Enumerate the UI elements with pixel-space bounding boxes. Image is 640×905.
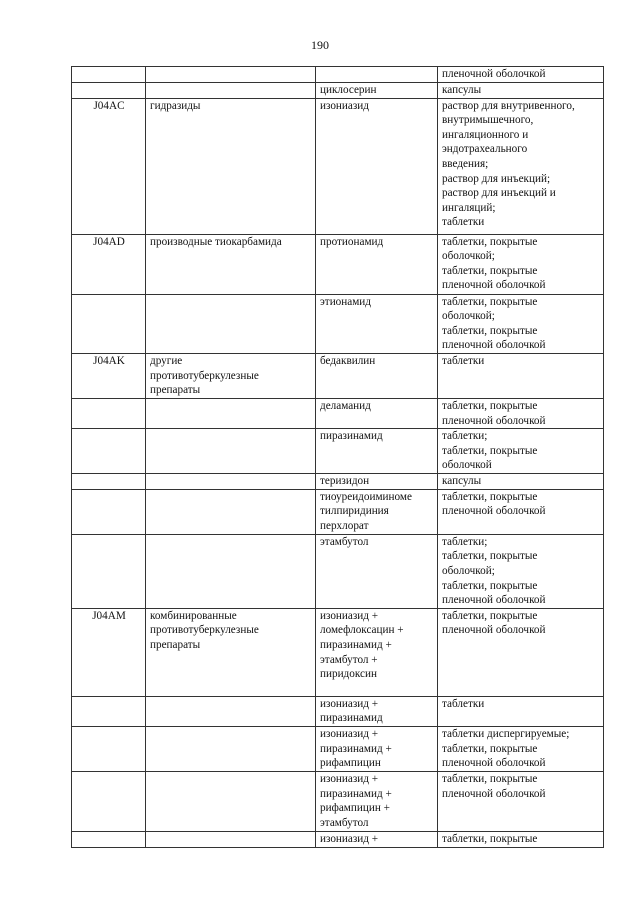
cell-line: изониазид + [320,832,379,845]
cell-line: таблетки, покрытые [442,399,538,412]
table-row [72,696,604,726]
cell-line: таблетки, покрытые [442,295,538,308]
cell-line: раствор для внутривенного, [442,99,575,112]
substance-cell [316,82,438,98]
drug-table [71,66,604,848]
cell-line: пиразинамид + [320,742,392,755]
cell-line: пленочной оболочкой [442,68,546,80]
code-cell: J04AM [72,608,146,696]
form-cell [438,608,604,696]
group-cell [146,696,316,726]
cell-line: оболочкой; [442,250,495,263]
cell-line: препараты [150,638,201,651]
form-cell [438,67,604,83]
table-row [72,82,604,98]
form-cell [438,353,604,398]
code-cell: J04AD [72,234,146,294]
table-row [72,831,604,847]
table-row [72,771,604,831]
cell-line: пиразинамид [320,712,383,725]
code-cell [72,474,146,490]
cell-line: бедаквилин [320,354,376,367]
cell-line: противотуберкулезные [150,624,259,637]
cell-line: тиоуреидоиминоме [320,490,412,503]
code-cell [72,534,146,608]
cell-line: рифампицин [320,757,381,770]
table-row [72,429,604,474]
cell-line: пленочной оболочкой [442,505,546,518]
table-row [72,234,604,294]
code-cell [72,771,146,831]
cell-line: таблетки, покрытые [442,579,538,592]
cell-line: пленочной оболочкой [442,624,546,637]
cell-line: пиразинамид [320,430,383,443]
form-cell [438,82,604,98]
table-row [72,67,604,83]
cell-line: пиразинамид + [320,787,392,800]
cell-line: ломефлоксацин + [320,624,404,637]
form-cell [438,771,604,831]
group-cell [146,726,316,771]
table-row [72,353,604,398]
cell-line: ингаляций; [442,201,496,214]
cell-line: эндотрахеального [442,143,528,156]
cell-line: таблетки, покрытые [442,742,538,755]
cell-line: капсулы [442,83,482,96]
substance-cell [316,489,438,534]
group-cell [146,474,316,490]
cell-line: этамбутол [320,816,369,829]
code-cell [72,82,146,98]
cell-line: таблетки; [442,430,488,443]
form-cell [438,398,604,428]
code-cell: J04AC [72,98,146,234]
substance-cell [316,534,438,608]
table-row [72,489,604,534]
cell-line: таблетки, покрытые [442,490,538,503]
substance-cell [316,353,438,398]
form-cell [438,429,604,474]
cell-line: этионамид [320,295,371,308]
cell-line: таблетки, покрытые [442,444,538,457]
code-cell [72,294,146,353]
cell-line: комбинированные [150,609,237,622]
cell-line: производные тиокарбамида [150,235,282,248]
cell-line: таблетки [442,697,485,710]
cell-line: таблетки [442,216,485,229]
form-cell [438,726,604,771]
group-cell [146,534,316,608]
cell-line: таблетки, покрытые [442,609,538,622]
group-cell [146,398,316,428]
form-cell [438,234,604,294]
cell-line: раствор для инъекций и [442,187,556,200]
form-cell [438,831,604,847]
group-cell [146,429,316,474]
cell-line: пленочной оболочкой [442,414,546,427]
cell-line: пленочной оболочкой [442,594,546,607]
group-cell [146,82,316,98]
cell-line: протионамид [320,235,384,248]
cell-line: ингаляционного и [442,128,529,141]
substance-cell [316,234,438,294]
substance-cell [316,771,438,831]
cell-line: внутримышечного, [442,114,534,127]
cell-line: деламанид [320,399,371,412]
substance-cell [316,831,438,847]
cell-line: таблетки; [442,535,488,548]
cell-line: перхлорат [320,519,369,532]
cell-line: изониазид + [320,697,379,710]
cell-line: капсулы [442,475,482,488]
cell-line: таблетки [442,354,485,367]
group-cell [146,294,316,353]
substance-cell [316,608,438,696]
code-cell: J04AK [72,353,146,398]
cell-line: пиразинамид + [320,638,392,651]
substance-cell [316,294,438,353]
form-cell [438,474,604,490]
cell-line: оболочкой [442,459,492,472]
cell-line: пленочной оболочкой [442,787,546,800]
code-cell [72,831,146,847]
cell-line: теризидон [320,475,370,488]
substance-cell [316,474,438,490]
cell-line: пленочной оболочкой [442,339,546,352]
cell-line: препараты [150,384,201,397]
cell-line: таблетки, покрытые [442,324,538,337]
substance-cell [316,67,438,83]
table-row [72,98,604,234]
group-cell [146,353,316,398]
group-cell [146,608,316,696]
group-cell [146,831,316,847]
code-cell [72,429,146,474]
cell-line: этамбутол + [320,653,378,666]
cell-line: пленочной оболочкой [442,757,546,770]
table-row [72,534,604,608]
cell-line: пиридоксин [320,668,377,681]
cell-line: изониазид + [320,727,379,740]
cell-line: изониазид + [320,609,379,622]
cell-line: таблетки, покрытые [442,832,538,845]
code-cell [72,489,146,534]
substance-cell [316,726,438,771]
cell-line: оболочкой; [442,310,495,323]
substance-cell [316,98,438,234]
code-cell [72,398,146,428]
substance-cell [316,429,438,474]
code-cell [72,67,146,83]
form-cell [438,534,604,608]
cell-line: тилпиридиния [320,505,389,518]
table-row [72,608,604,696]
cell-line: таблетки, покрытые [442,235,538,248]
cell-line: противотуберкулезные [150,369,259,382]
cell-line: изониазид + [320,772,379,785]
cell-line: этамбутол [320,535,369,548]
cell-line: гидразиды [150,99,201,112]
substance-cell [316,696,438,726]
group-cell [146,771,316,831]
cell-line: рифампицин + [320,802,390,815]
code-cell [72,696,146,726]
table-body [72,67,604,848]
cell-line: раствор для инъекций; [442,172,551,185]
page-number: 190 [311,38,329,52]
cell-line: циклосерин [320,83,377,96]
cell-line: таблетки, покрытые [442,550,538,563]
cell-line: введения; [442,157,489,170]
table-row [72,726,604,771]
group-cell [146,234,316,294]
form-cell [438,294,604,353]
group-cell [146,67,316,83]
cell-line: таблетки, покрытые [442,772,538,785]
group-cell [146,98,316,234]
substance-cell [316,398,438,428]
cell-line: другие [150,354,183,367]
table-row [72,474,604,490]
table-row [72,294,604,353]
form-cell [438,696,604,726]
form-cell [438,98,604,234]
cell-line: таблетки, покрытые [442,264,538,277]
cell-line: изониазид [320,99,369,112]
code-cell [72,726,146,771]
cell-line: оболочкой; [442,564,495,577]
form-cell [438,489,604,534]
cell-line: пленочной оболочкой [442,279,546,292]
group-cell [146,489,316,534]
cell-line: таблетки диспергируемые; [442,727,570,740]
table-row [72,398,604,428]
